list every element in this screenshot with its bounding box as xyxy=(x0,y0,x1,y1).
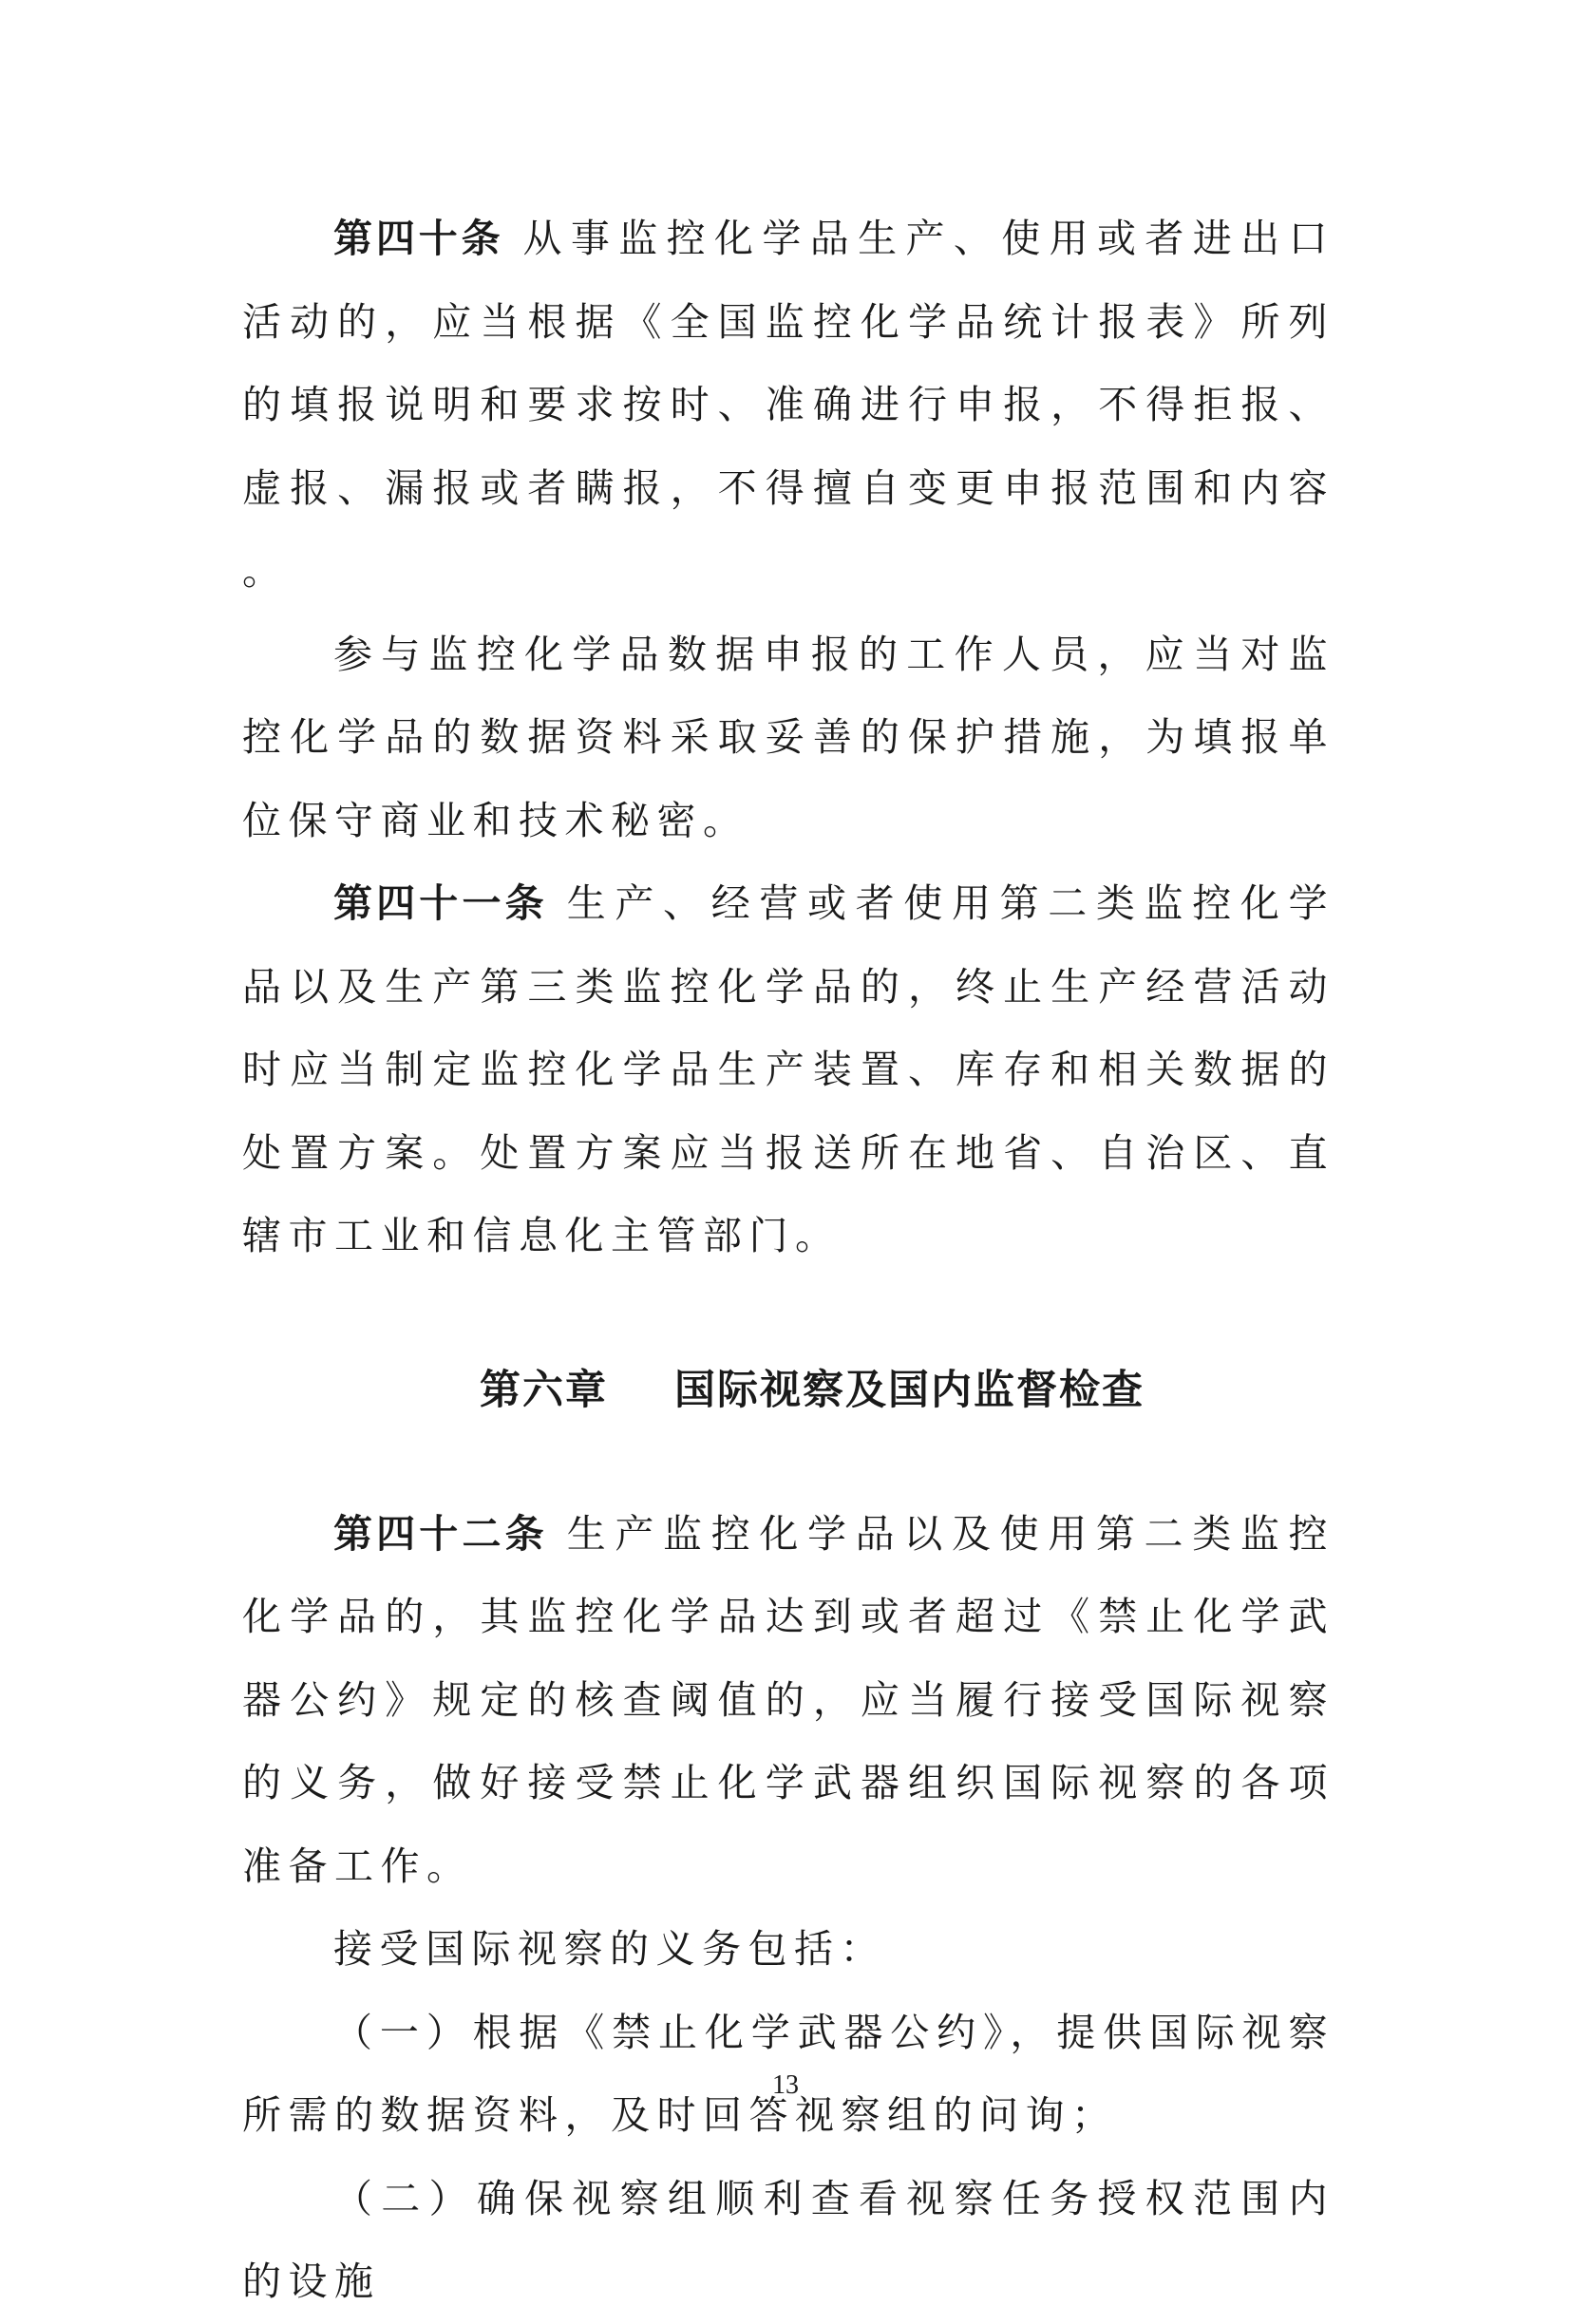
article-42-paragraph-2: 接受国际视察的义务包括： xyxy=(333,1926,886,1972)
article-42-paragraph xyxy=(242,1493,1334,1909)
article-42-item-2: （二）确保视察组顺利查看视察任务授权范围内的设施 xyxy=(242,2175,1334,2304)
article-40-paragraph xyxy=(242,198,1334,614)
page-content xyxy=(242,198,1334,2324)
article-40-paragraph-2: 参与监控化学品数据申报的工作人员，应当对监控化学品的数据资料采取妥善的保护措施，为填报单位保守商业和技术秘密。 xyxy=(242,631,1334,843)
article-41-heading: 第四十一条 xyxy=(333,880,548,926)
article-40-heading: 第四十条 xyxy=(333,216,504,261)
article-41-paragraph xyxy=(242,862,1334,1278)
chapter-title: 国际视察及国内监督检查 xyxy=(674,1367,1145,1414)
article-40-body: 从事监控化学品生产、使用或者进出口活动的，应当根据《全国监控化学品统计报表》所列的填报说明和要求按时、准确进行申报，不得拒报、虚报、漏报或者瞒报，不得擅自变更申报范围和内容。 xyxy=(242,216,1334,594)
article-42-heading: 第四十二条 xyxy=(333,1510,548,1557)
chapter-number: 第六章 xyxy=(480,1367,608,1414)
chapter-heading xyxy=(242,1316,1334,1493)
article-42-item-1: （一）根据《禁止化学武器公约》，提供国际视察所需的数据资料，及时回答视察组的问询； xyxy=(242,2009,1334,2138)
page-number: 13 xyxy=(772,2070,799,2100)
article-42-body: 生产监控化学品以及使用第二类监控化学品的，其监控化学品达到或者超过《禁止化学武器公约》规定的核查阈值的，应当履行接受国际视察的义务，做好接受禁止化学武器组织国际视察的各项准备工作。 xyxy=(242,1510,1334,1889)
article-41-body: 生产、经营或者使用第二类监控化学品以及生产第三类监控化学品的，终止生产经营活动时应当制定监控化学品生产装置、库存和相关数据的处置方案。处置方案应当报送所在地省、自治区、直辖市工业和信息化主管部门。 xyxy=(242,880,1334,1258)
